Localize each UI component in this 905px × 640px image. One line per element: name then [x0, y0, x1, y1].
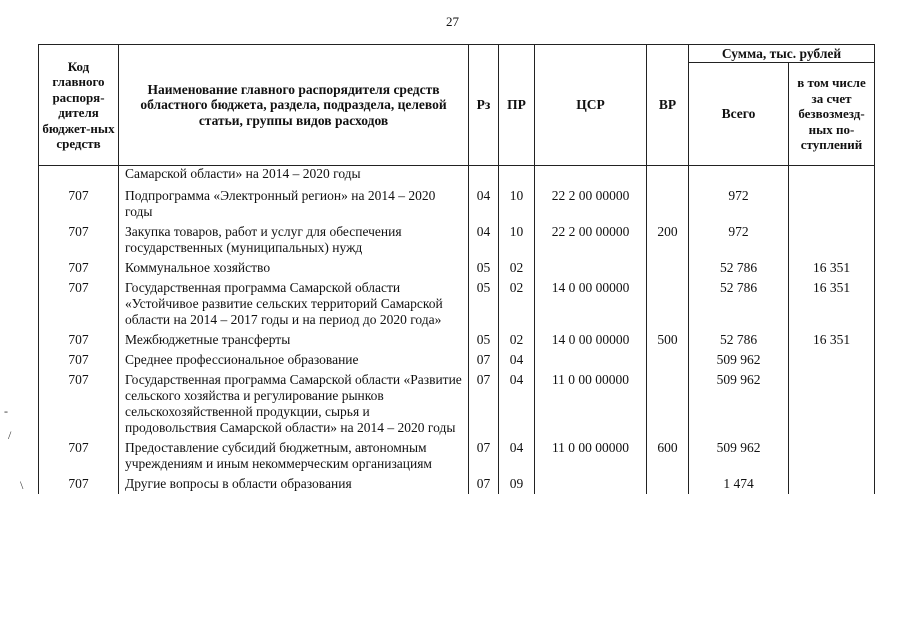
cell-free: 16 351	[789, 330, 875, 350]
cell-vr	[647, 278, 689, 330]
table-row	[39, 370, 875, 438]
cell-free	[789, 474, 875, 494]
cell-pr: 10	[499, 186, 535, 222]
cell-pr: 04	[499, 370, 535, 438]
cell-all: 52 786	[689, 330, 789, 350]
cell-all: 52 786	[689, 278, 789, 330]
margin-mark: /	[8, 428, 12, 442]
cell-rz: 07	[469, 438, 499, 474]
cell-name: Государственная программа Самарской области «Развитие сельского хозяйства и регулирование рынков сельскохозяйственной продукции, сырья и продовольствия Самарской области» на 2014 – 2020 годы	[119, 370, 469, 438]
cell-free: 16 351	[789, 258, 875, 278]
header-pr: ПР	[499, 45, 535, 166]
cell-name: Государственная программа Самарской области «Устойчивое развитие сельских территорий Самарской области на 2014 – 2017 годы и на период до 2020 года»	[119, 278, 469, 330]
cell-rz: 07	[469, 474, 499, 494]
page-number: 27	[446, 14, 459, 29]
cell-pr: 04	[499, 438, 535, 474]
table-row	[39, 438, 875, 474]
cell-rz: 04	[469, 222, 499, 258]
cell-free	[789, 370, 875, 438]
header-rz: Рз	[469, 45, 499, 166]
cell-vr: 600	[647, 438, 689, 474]
cell-pr: 04	[499, 350, 535, 370]
cell-all: 52 786	[689, 258, 789, 278]
header-total: Всего	[689, 63, 789, 166]
cell-rz: 07	[469, 350, 499, 370]
table-row	[39, 222, 875, 258]
table-row	[39, 186, 875, 222]
cell-pr: 02	[499, 258, 535, 278]
cell-pr: 10	[499, 222, 535, 258]
cell-csr: 22 2 00 00000	[535, 186, 647, 222]
cell-name: Коммунальное хозяйство	[119, 258, 469, 278]
cell-name: Среднее профессиональное образование	[119, 350, 469, 370]
table-row	[39, 474, 875, 494]
cell-rz: 05	[469, 278, 499, 330]
cell-code: 707	[39, 330, 119, 350]
cell-free	[789, 438, 875, 474]
cell-code: 707	[39, 350, 119, 370]
header-sum: Сумма, тыс. рублей	[689, 45, 875, 63]
cell-name: Закупка товаров, работ и услуг для обеспечения государственных (муниципальных) нужд	[119, 222, 469, 258]
cell-code: 707	[39, 222, 119, 258]
margin-mark: -	[4, 404, 8, 418]
header-code: Код главного распоря-дителя бюджет-ных средств	[39, 45, 119, 166]
cell-code	[39, 166, 119, 187]
margin-mark: \	[20, 478, 24, 492]
cell-rz: 07	[469, 370, 499, 438]
table-row	[39, 278, 875, 330]
cell-csr: 14 0 00 00000	[535, 278, 647, 330]
cell-vr	[647, 350, 689, 370]
cell-all: 509 962	[689, 438, 789, 474]
cell-all: 509 962	[689, 350, 789, 370]
cell-free	[789, 350, 875, 370]
cell-name: Самарской области» на 2014 – 2020 годы	[119, 166, 469, 187]
table-row	[39, 330, 875, 350]
cell-csr: 11 0 00 00000	[535, 438, 647, 474]
continuation-row	[39, 166, 875, 187]
header-csr: ЦСР	[535, 45, 647, 166]
cell-rz: 05	[469, 258, 499, 278]
cell-name: Подпрограмма «Электронный регион» на 2014 – 2020 годы	[119, 186, 469, 222]
table-header	[39, 45, 875, 166]
header-free: в том числе за счет безвозмезд-ных по-ступлений	[789, 63, 875, 166]
cell-vr	[647, 186, 689, 222]
cell-code: 707	[39, 258, 119, 278]
cell-code: 707	[39, 278, 119, 330]
cell-code: 707	[39, 474, 119, 494]
cell-rz: 05	[469, 330, 499, 350]
cell-free	[789, 186, 875, 222]
cell-code: 707	[39, 438, 119, 474]
cell-name: Межбюджетные трансферты	[119, 330, 469, 350]
cell-code: 707	[39, 370, 119, 438]
table-body	[39, 166, 875, 495]
cell-csr	[535, 258, 647, 278]
cell-csr: 11 0 00 00000	[535, 370, 647, 438]
cell-pr: 02	[499, 330, 535, 350]
header-vr: ВР	[647, 45, 689, 166]
cell-free: 16 351	[789, 278, 875, 330]
budget-table	[38, 44, 875, 494]
cell-vr: 200	[647, 222, 689, 258]
cell-all: 509 962	[689, 370, 789, 438]
cell-name: Предоставление субсидий бюджетным, автономным учреждениям и иным некоммерческим организациям	[119, 438, 469, 474]
cell-vr	[647, 258, 689, 278]
cell-pr: 02	[499, 278, 535, 330]
cell-csr	[535, 474, 647, 494]
cell-name: Другие вопросы в области образования	[119, 474, 469, 494]
cell-rz: 04	[469, 186, 499, 222]
cell-code: 707	[39, 186, 119, 222]
cell-all: 972	[689, 222, 789, 258]
cell-vr: 500	[647, 330, 689, 350]
cell-csr: 22 2 00 00000	[535, 222, 647, 258]
table-row	[39, 350, 875, 370]
cell-vr	[647, 474, 689, 494]
cell-vr	[647, 370, 689, 438]
cell-csr	[535, 350, 647, 370]
cell-free	[789, 222, 875, 258]
cell-pr: 09	[499, 474, 535, 494]
cell-all: 972	[689, 186, 789, 222]
table-row	[39, 258, 875, 278]
cell-all: 1 474	[689, 474, 789, 494]
header-name: Наименование главного распорядителя средств областного бюджета, раздела, подраздела, целевой статьи, группы видов расходов	[119, 45, 469, 166]
cell-csr: 14 0 00 00000	[535, 330, 647, 350]
